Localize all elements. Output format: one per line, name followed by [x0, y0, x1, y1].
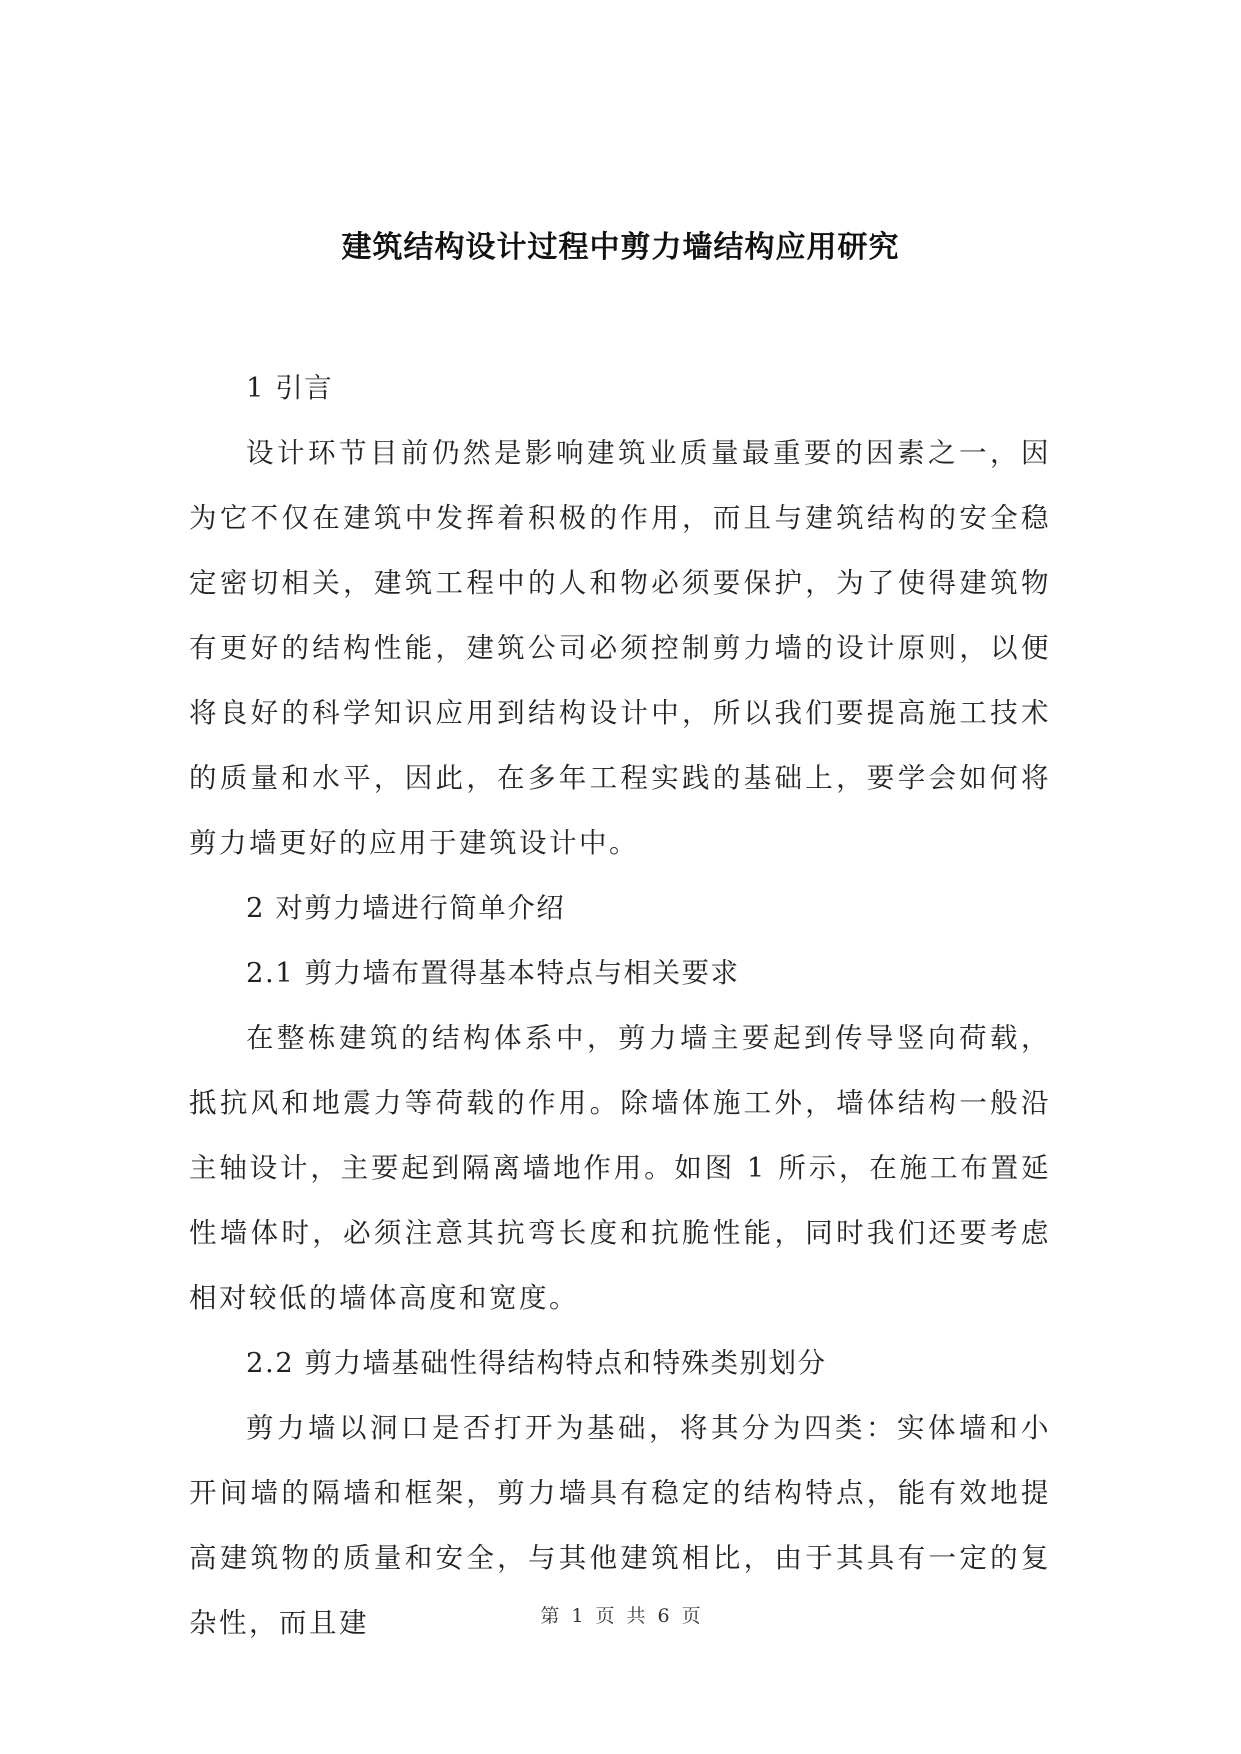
- paragraph-intro: 设计环节目前仍然是影响建筑业质量最重要的因素之一，因为它不仅在建筑中发挥着积极的作用，而且与建筑结构的安全稳定密切相关，建筑工程中的人和物必须要保护，为了使得建筑物有更好的结构性能，建筑公司必须控制剪力墙的设计原则，以便将良好的科学知识应用到结构设计中，所以我们要提高施工技术的质量和水平，因此，在多年工程实践的基础上，要学会如何将剪力墙更好的应用于建筑设计中。: [189, 437, 1051, 859]
- document-title: 建筑结构设计过程中剪力墙结构应用研究: [341, 230, 900, 265]
- section-heading-intro: 1 引言: [246, 372, 334, 404]
- subsection-heading-2-1: 2.1 剪力墙布置得基本特点与相关要求: [246, 957, 740, 989]
- paragraph-2-2: 剪力墙以洞口是否打开为基础，将其分为四类：实体墙和小开间墙的隔墙和框架，剪力墙具有稳定的结构特点，能有效地提高建筑物的质量和安全，与其他建筑相比，由于其具有一定的复杂性，而且建: [189, 1412, 1051, 1639]
- subsection-heading-2-2: 2.2 剪力墙基础性得结构特点和特殊类别划分: [246, 1347, 827, 1379]
- section-heading-shear-wall: 2 对剪力墙进行简单介绍: [246, 892, 566, 924]
- page-number-footer: 第 1 页 共 6 页: [540, 1605, 701, 1627]
- paragraph-2-1: 在整栋建筑的结构体系中，剪力墙主要起到传导竖向荷载，抵抗风和地震力等荷载的作用。除墙体施工外，墙体结构一般沿主轴设计，主要起到隔离墙地作用。如图 1 所示，在施工布置延性墙体时，必须注意其抗弯长度和抗脆性能，同时我们还要考虑相对较低的墙体高度和宽度。: [189, 1022, 1051, 1314]
- document-body: [189, 356, 1051, 1656]
